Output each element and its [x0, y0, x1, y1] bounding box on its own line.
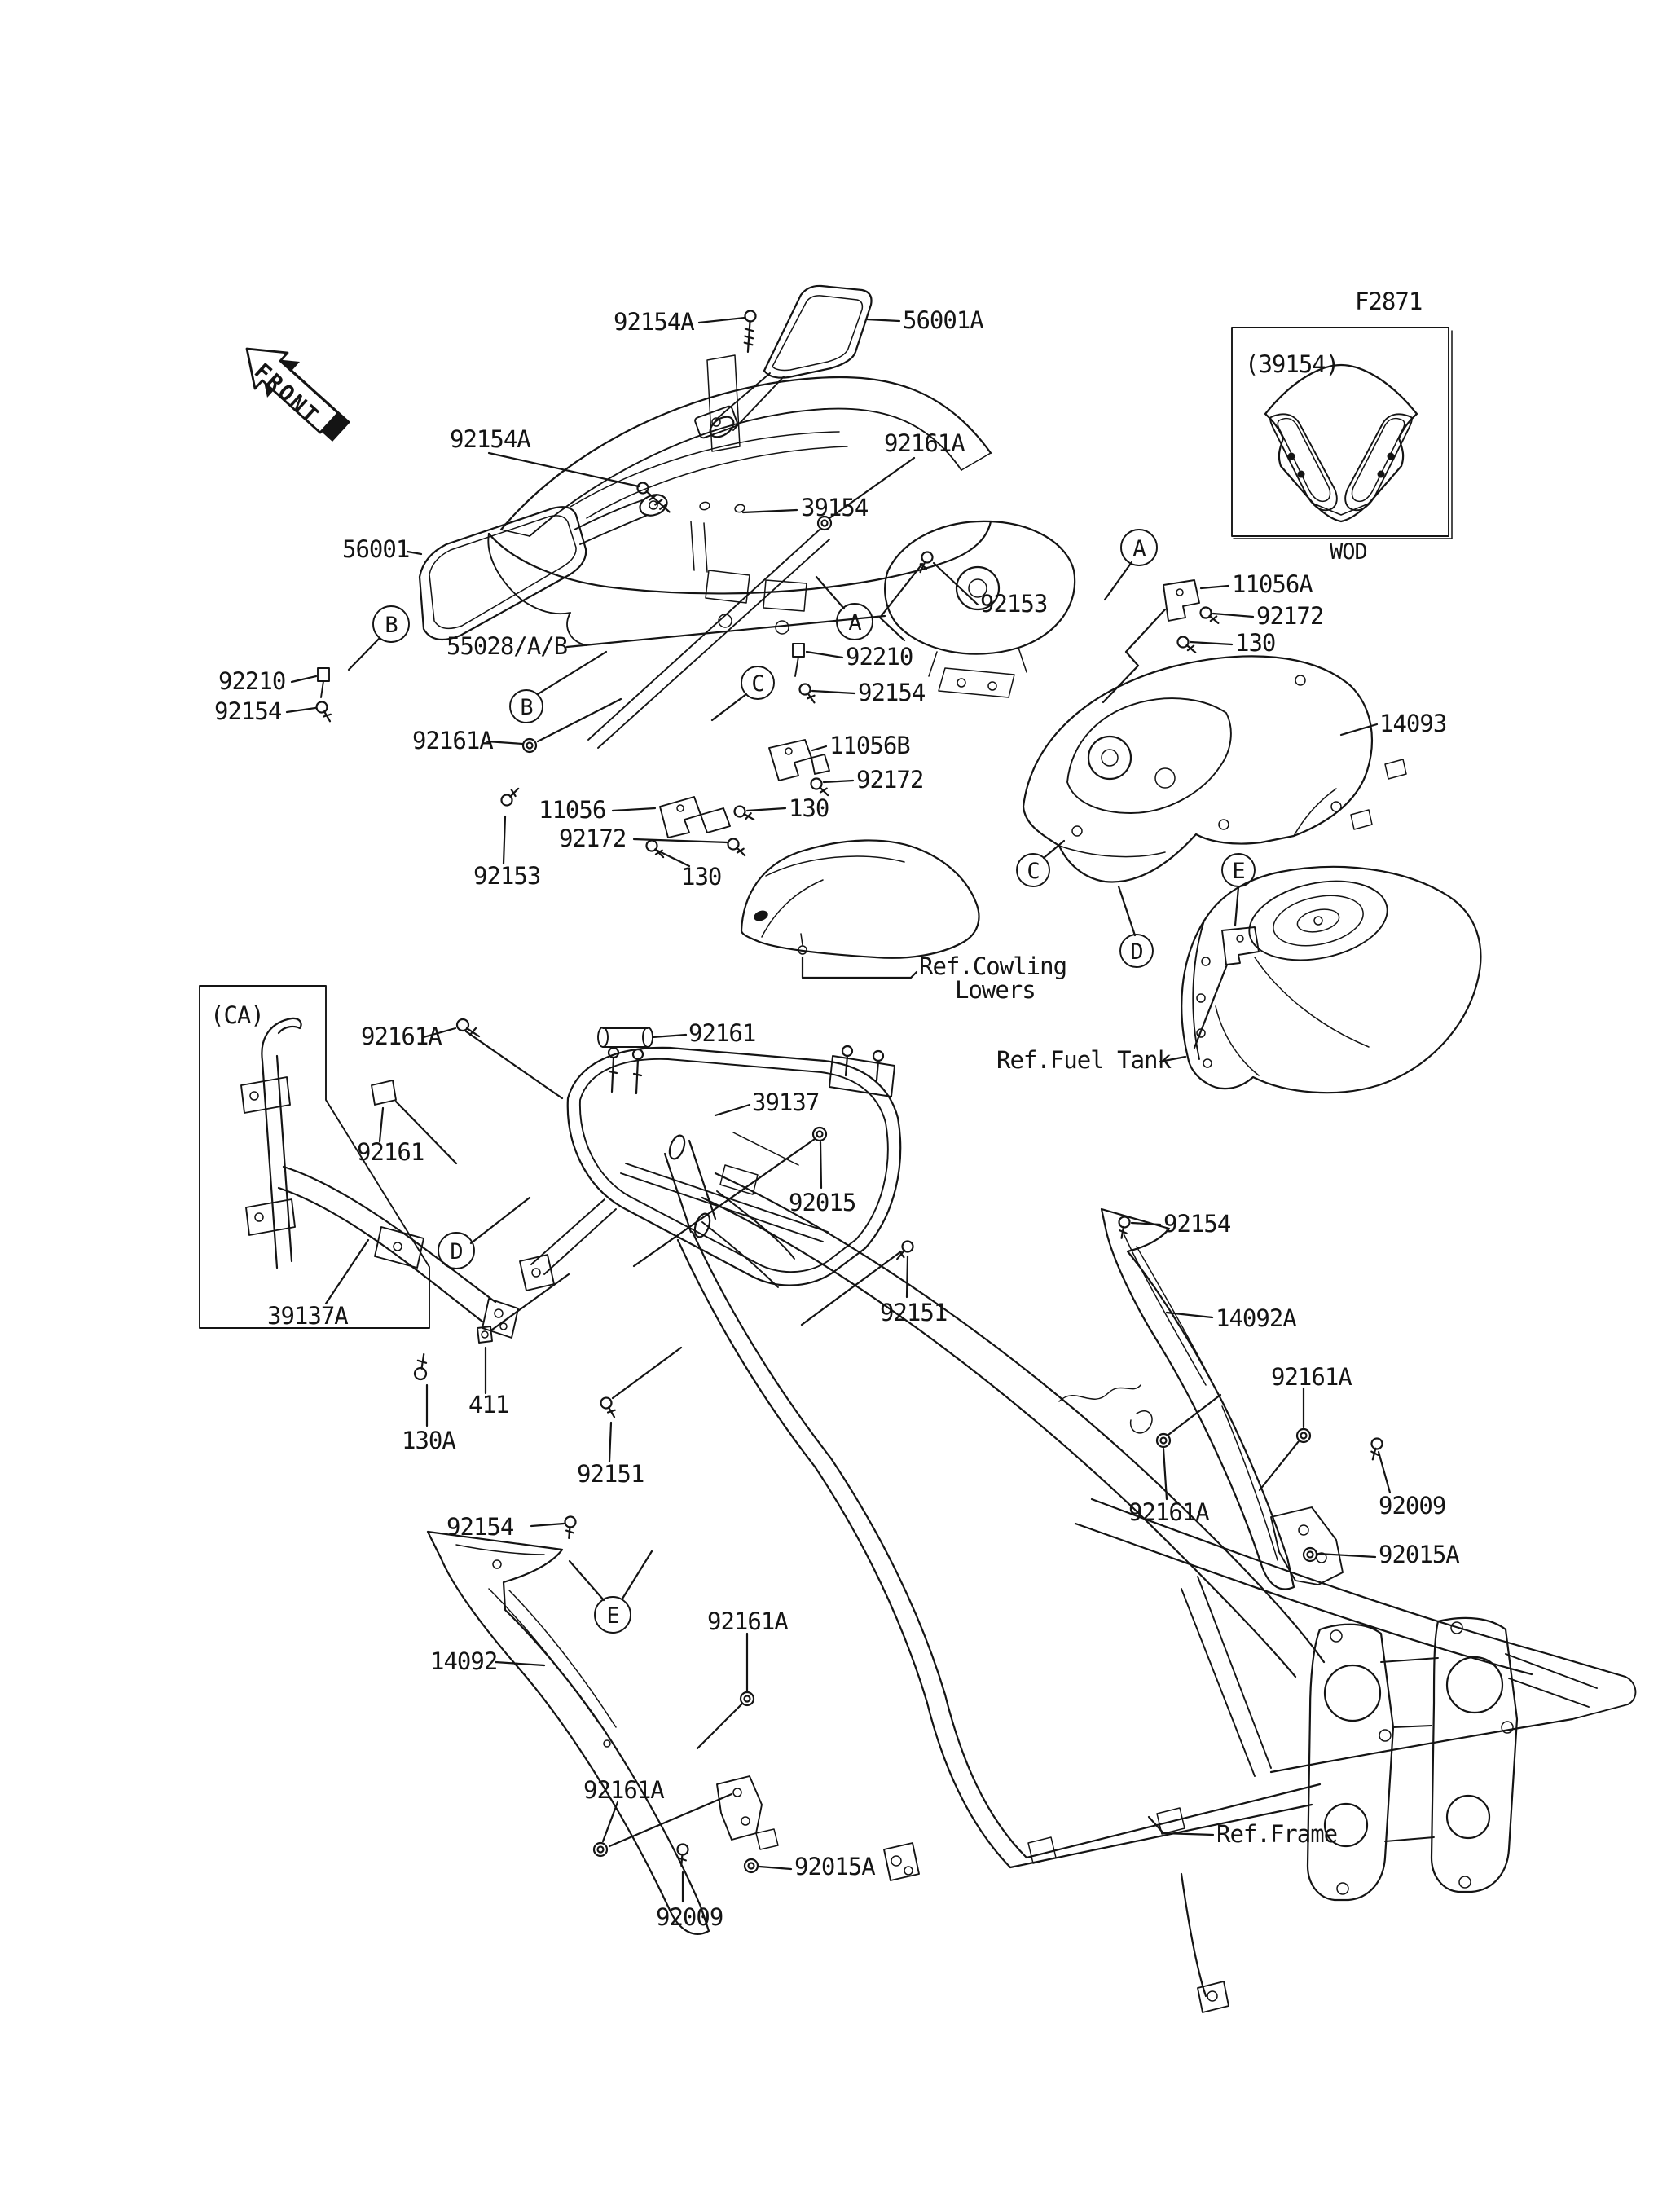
- front-direction-arrow-icon: [247, 349, 350, 442]
- part-label: 11056: [539, 796, 606, 824]
- bracket-fuel-tank-front: [1222, 927, 1259, 965]
- screw-icon: [1368, 1437, 1383, 1461]
- part-label: 130: [681, 863, 722, 891]
- part-label: 92161A: [412, 727, 493, 754]
- bracket-11056b: [769, 740, 829, 781]
- callout-b-2: [510, 690, 543, 723]
- part-label: 92154: [446, 1513, 514, 1541]
- fastener-icons: [314, 310, 1383, 1872]
- screw-icon: [1176, 635, 1199, 657]
- part-label: 92154A: [450, 425, 530, 453]
- callout-c-2: [1017, 854, 1049, 886]
- part-label: 92009: [656, 1903, 723, 1931]
- callout-e-2: [1222, 854, 1255, 886]
- ca-region-code: (CA): [210, 1001, 264, 1029]
- part-label: 92210: [218, 667, 286, 695]
- part-label: 92153: [980, 590, 1048, 618]
- part-label: 92161A: [583, 1776, 664, 1804]
- spacer-icon: [793, 644, 804, 676]
- callout-e-1: [595, 1597, 631, 1633]
- callout-a-2: [1121, 530, 1157, 565]
- screw-icon: [599, 1396, 619, 1419]
- svg-text:D: D: [450, 1239, 463, 1264]
- part-label: 92154: [1163, 1210, 1231, 1238]
- ref-cowling-lowers-line1: Ref.Cowling: [919, 952, 1067, 980]
- screw-icon: [798, 682, 819, 706]
- part-label: 92161: [688, 1019, 756, 1047]
- svg-text:E: E: [1232, 859, 1245, 884]
- ref-fuel-tank: Ref.Fuel Tank: [996, 1046, 1171, 1074]
- part-label: 39137: [752, 1089, 820, 1116]
- screw-icon: [742, 310, 755, 352]
- part-label: 92161A: [361, 1023, 442, 1050]
- part-label: 130: [1235, 629, 1276, 657]
- part-label: 14093: [1379, 710, 1447, 737]
- figure-code: F2871: [1355, 288, 1423, 315]
- screw-icon: [499, 785, 522, 807]
- part-label: 92153: [473, 862, 541, 890]
- bracket-11056: [660, 797, 730, 838]
- spacer-icon: [318, 668, 329, 697]
- part-label: 55028/A/B: [446, 632, 568, 660]
- part-label: 39154: [801, 494, 869, 521]
- bolt-icon: [408, 1354, 433, 1381]
- svg-text:A: A: [1132, 536, 1146, 561]
- callout-b-1: [373, 606, 409, 642]
- nut-icon: [1157, 1434, 1170, 1447]
- svg-text:E: E: [606, 1603, 619, 1629]
- part-label: 92151: [880, 1299, 948, 1326]
- part-label: 92015A: [794, 1853, 875, 1880]
- callout-d-2: [1120, 935, 1153, 967]
- svg-text:B: B: [520, 695, 533, 720]
- part-label: 92161A: [884, 429, 965, 457]
- mirror-right: [694, 286, 872, 451]
- mirror-left: [420, 491, 670, 640]
- svg-text:C: C: [1027, 859, 1040, 884]
- part-label: 11056A: [1232, 570, 1313, 598]
- part-label: 92154: [858, 679, 926, 706]
- svg-text:D: D: [1130, 939, 1143, 965]
- nut-icon: [523, 739, 536, 752]
- screw-icon: [314, 700, 335, 723]
- part-label: 14092: [430, 1647, 498, 1675]
- cowling-lowers-ref-drawing: [741, 840, 979, 957]
- nut-icon: [741, 1692, 754, 1705]
- reference-labels: [919, 952, 1337, 1848]
- screw-icon: [726, 837, 749, 860]
- part-label: 92154A: [614, 308, 694, 336]
- ca-bracket-39137a: [241, 1018, 518, 1338]
- windscreen-drawing: [1265, 365, 1417, 521]
- part-label: 39137A: [267, 1302, 348, 1330]
- svg-text:C: C: [751, 671, 764, 697]
- bracket-11056a: [1163, 580, 1199, 621]
- part-number-labels: [214, 306, 1459, 1931]
- part-label: 92172: [559, 825, 627, 852]
- part-label: 92161A: [1128, 1498, 1209, 1526]
- callout-d-1: [438, 1233, 474, 1269]
- bolt-icon: [893, 1239, 915, 1263]
- screw-icon: [732, 804, 756, 825]
- part-label: 130A: [402, 1427, 455, 1454]
- screw-icon: [1198, 605, 1222, 627]
- part-label: 411: [468, 1391, 509, 1418]
- svg-text:A: A: [848, 610, 861, 636]
- screw-icon: [564, 1516, 576, 1539]
- part-label: 92009: [1379, 1492, 1446, 1520]
- nut-icon: [594, 1843, 607, 1856]
- fuel-tank-cover-14093: [1023, 656, 1406, 882]
- part-label: 92154: [214, 697, 282, 725]
- part-label: 14092A: [1216, 1304, 1296, 1332]
- part-label: 92015: [789, 1189, 856, 1216]
- part-label: 92161: [357, 1138, 424, 1166]
- svg-text:B: B: [385, 613, 398, 638]
- side-cover-left-14092: [428, 1532, 778, 1934]
- callout-a-1: [837, 604, 873, 640]
- part-label: 92210: [846, 643, 913, 671]
- callout-c-1: [741, 666, 774, 699]
- fuel-tank: [1181, 867, 1480, 1093]
- part-label: 92161A: [1271, 1363, 1352, 1391]
- side-cover-right-14092a: [1102, 1209, 1343, 1590]
- screw-icon: [676, 1844, 688, 1867]
- inset-marking: WOD: [1330, 539, 1367, 565]
- part-label: 130: [789, 794, 829, 822]
- nut-icon: [1297, 1429, 1310, 1442]
- part-label: 11056B: [829, 732, 910, 759]
- screw-icon: [1116, 1216, 1130, 1238]
- part-label: 92151: [577, 1460, 644, 1488]
- nut-icon: [1304, 1548, 1317, 1561]
- part-label: 92172: [1256, 602, 1324, 630]
- frame-ref-drawing: [665, 1133, 1635, 2012]
- screw-icon: [644, 838, 667, 861]
- part-label: 92015A: [1379, 1541, 1459, 1568]
- nut-icon: [745, 1859, 758, 1872]
- part-label: 92172: [856, 766, 924, 794]
- part-label: 56001A: [903, 306, 983, 334]
- part-label: 92161A: [707, 1607, 788, 1635]
- inset-box-windscreen: [1232, 328, 1452, 565]
- ref-cowling-lowers-line2: Lowers: [955, 976, 1036, 1004]
- inset-part-number: (39154): [1245, 350, 1339, 378]
- ref-frame: Ref.Frame: [1216, 1820, 1338, 1848]
- front-arrow-label: FRONT: [248, 358, 325, 430]
- part-label: 56001: [342, 535, 410, 563]
